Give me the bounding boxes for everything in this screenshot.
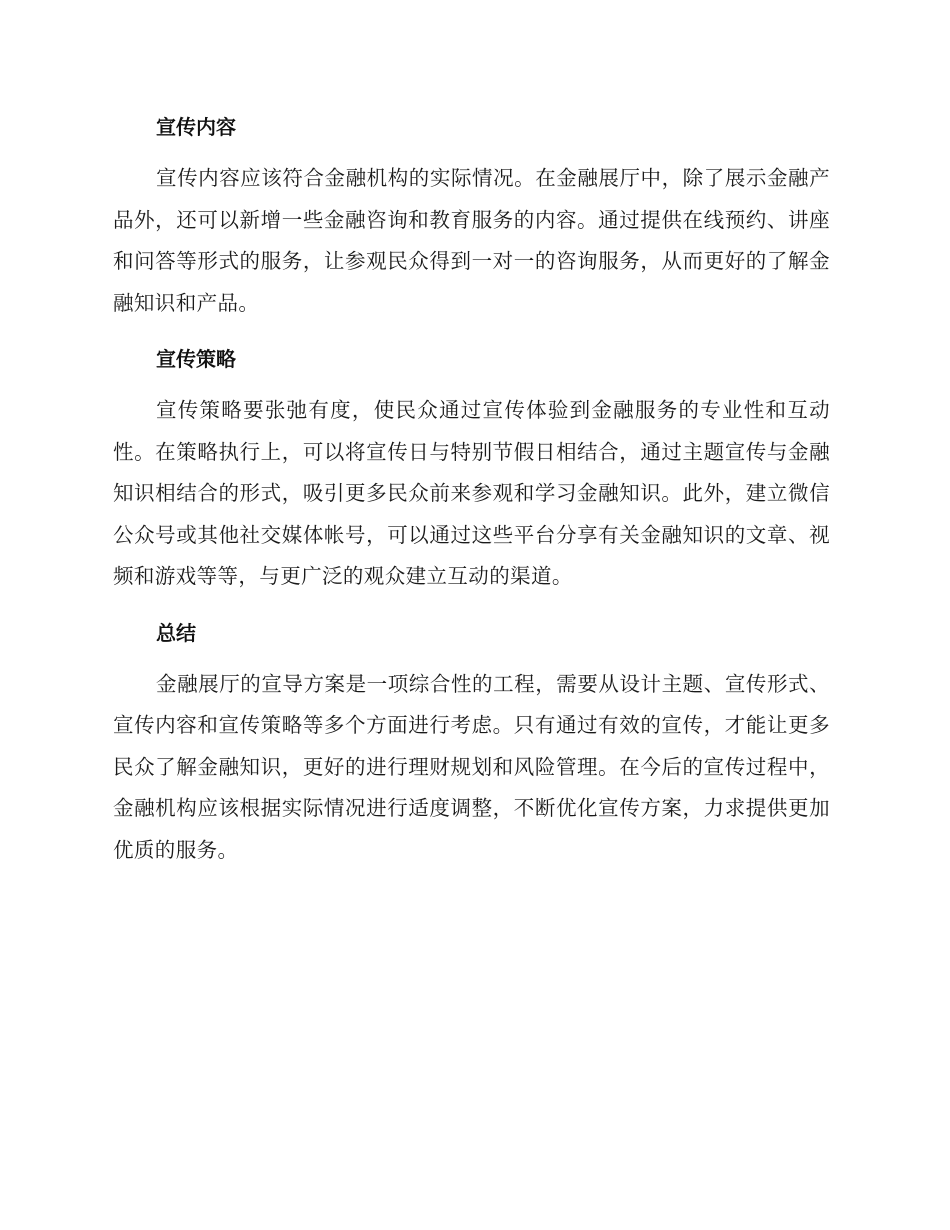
section-paragraph: 宣传内容应该符合金融机构的实际情况。在金融展厅中，除了展示金融产品外，还可以新增一些金融咨询和教育服务的内容。通过提供在线预约、讲座和问答等形式的服务，让参观民众得到一对一的咨询服务，从而更好的了解金融知识和产品。 — [113, 166, 830, 315]
section-publicity-content — [113, 106, 830, 324]
section-heading: 宣传策略 — [156, 347, 236, 371]
section-paragraph: 宣传策略要张弛有度，使民众通过宣传体验到金融服务的专业性和互动性。在策略执行上，可以将宣传日与特别节假日相结合，通过主题宣传与金融知识相结合的形式，吸引更多民众前来参观和学习金融知识。此外，建立微信公众号或其他社交媒体帐号，可以通过这些平台分享有关金融知识的文章、视频和游戏等等，与更广泛的观众建立互动的渠道。 — [113, 398, 830, 588]
document-page — [113, 106, 830, 885]
section-heading: 总结 — [156, 620, 196, 645]
section-summary — [113, 612, 830, 872]
section-paragraph: 金融展厅的宣导方案是一项综合性的工程，需要从设计主题、宣传形式、宣传内容和宣传策略等多个方面进行考虑。只有通过有效的宣传，才能让更多民众了解金融知识，更好的进行理财规划和风险管理。在今后的宣传过程中，金融机构应该根据实际情况进行适度调整，不断优化宣传方案，力求提供更加优质的服务。 — [113, 671, 830, 862]
section-heading: 宣传内容 — [156, 115, 236, 139]
section-publicity-strategy — [113, 338, 830, 598]
